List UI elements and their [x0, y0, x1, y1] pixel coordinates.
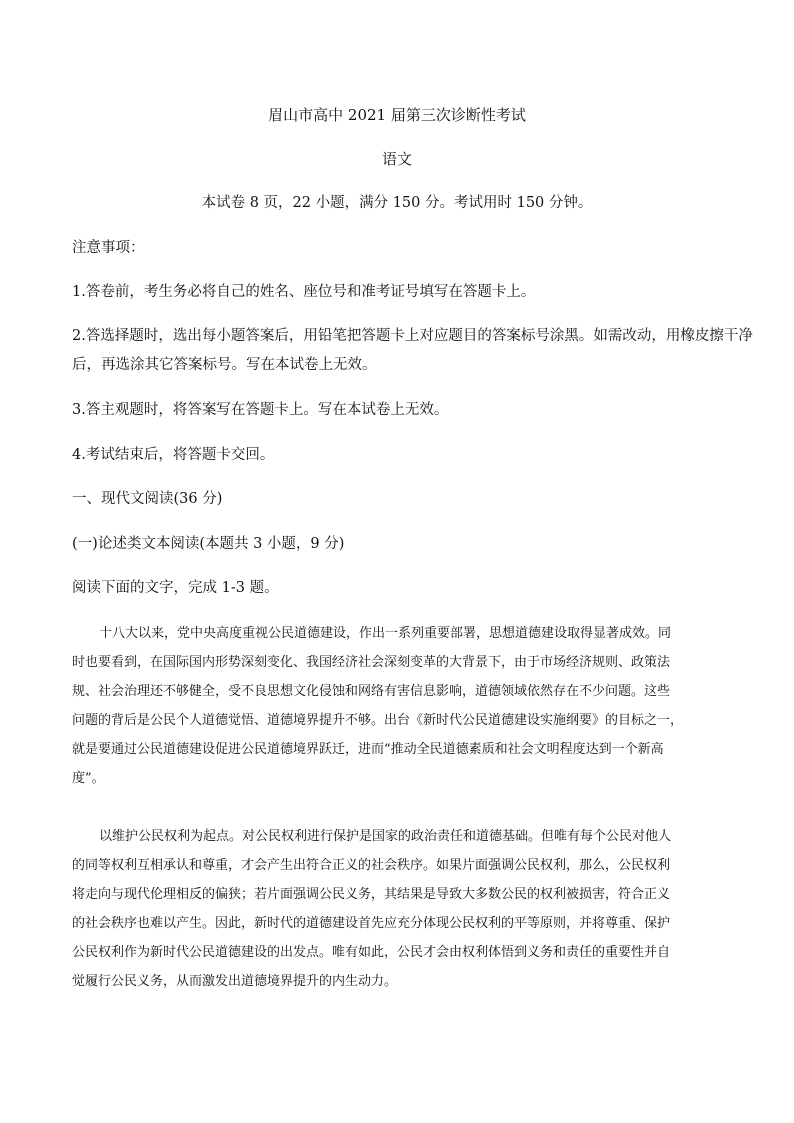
passage-line: 以维护公民权利为起点。对公民权利进行保护是国家的政治责任和道德基础。但唯有每个公民对他人 — [99, 829, 672, 844]
note-item: 4.考试结束后，将答题卡交回。 — [72, 447, 275, 463]
passage-line: 的同等权利互相承认和尊重，才会产生出符合正义的社会秩序。如果片面强调公民权利，那么，公民权利 — [72, 858, 671, 873]
note-item-continuation: 后，再选涂其它答案标号。写在本试卷上无效。 — [72, 357, 377, 373]
passage-line: 时也要看到，在国际国内形势深刻变化、我国经济社会深刻变革的大背景下，由于市场经济规则、政策法 — [72, 655, 671, 670]
passage-line: 问题的背后是公民个人道德觉悟、道德境界提升不够。出台《新时代公民道德建设实施纲要》的目标之一， — [72, 713, 684, 728]
passage-line: 的社会秩序也难以产生。因此，新时代的道德建设首先应充分体现公民权利的平等原则，并将尊重、保护 — [72, 916, 671, 931]
passage-line: 公民权利作为新时代公民道德建设的出发点。唯有如此，公民才会由权利体悟到义务和责任的重要性并自 — [72, 945, 671, 960]
passage-line: 觉履行公民义务，从而激发出道德境界提升的内生动力。 — [72, 974, 398, 989]
notes-heading: 注意事项： — [72, 240, 145, 256]
passage-line: 度”。 — [72, 771, 105, 786]
note-item: 1.答卷前，考生务必将自己的姓名、座位号和准考证号填写在答题卡上。 — [72, 284, 536, 300]
passage-line: 规、社会治理还不够健全，受不良思想文化侵蚀和网络有害信息影响，道德领域依然存在不少问题。这些 — [72, 684, 671, 699]
note-item: 2.答选择题时，选出每小题答案后，用铅笔把答题卡上对应题目的答案标号涂黑。如需改动，用橡皮擦干净 — [72, 328, 753, 344]
passage-line: 就是要通过公民道德建设促进公民道德境界跃迁，进而“推动全民道德素质和社会文明程度达到一个新高 — [72, 742, 664, 757]
subject-title: 语文 — [381, 150, 412, 168]
passage-line: 将走向与现代伦理相反的偏狭；若片面强调公民义务，其结果是导致大多数公民的权利被损害，符合正义 — [72, 887, 671, 902]
note-item: 3.答主观题时，将答案写在答题卡上。写在本试卷上无效。 — [72, 402, 449, 418]
exam-meta: 本试卷 8 页，22 小题，满分 150 分。考试用时 150 分钟。 — [201, 195, 593, 211]
section-heading: 一、现代文阅读(36 分) — [72, 491, 223, 507]
section-subheading: (一)论述类文本阅读(本题共 3 小题，9 分) — [72, 536, 345, 552]
passage-line: 十八大以来，党中央高度重视公民道德建设，作出一系列重要部署，思想道德建设取得显著成效。同 — [99, 626, 672, 641]
exam-title: 眉山市高中 2021 届第三次诊断性考试 — [268, 106, 526, 124]
reading-instruction: 阅读下面的文字，完成 1-3 题。 — [72, 580, 279, 596]
